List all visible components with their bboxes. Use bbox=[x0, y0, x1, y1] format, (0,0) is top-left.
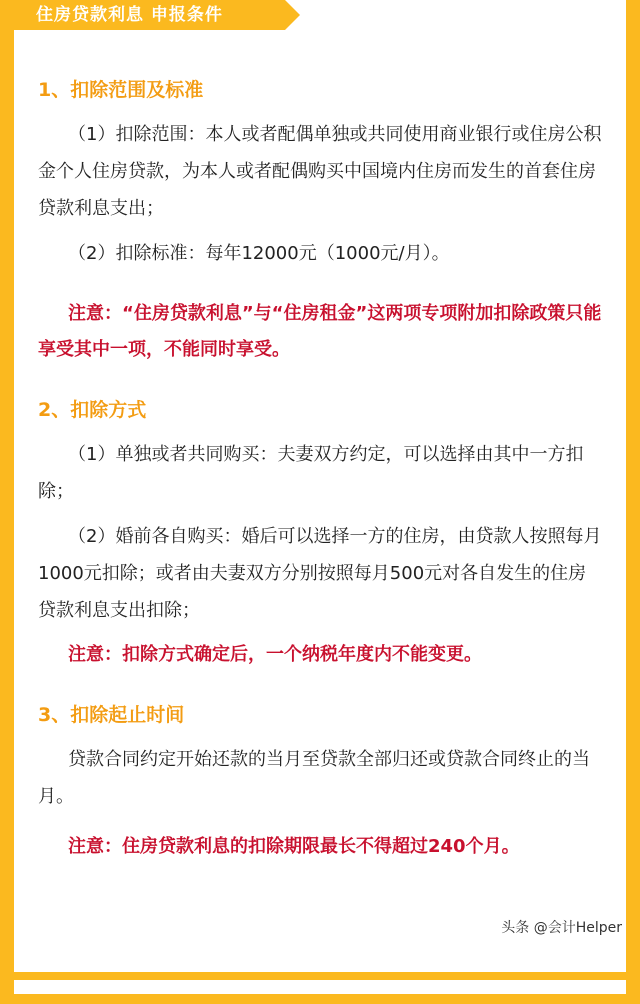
paragraph: 贷款合同约定开始还款的当月至贷款全部归还或贷款合同终止的当月。 bbox=[38, 749, 590, 807]
right-frame-border bbox=[626, 0, 640, 1004]
bottom-frame-border bbox=[0, 972, 640, 1004]
section-title: 1、扣除范围及标准 bbox=[38, 79, 204, 101]
paragraph: （2）婚前各自购买：婚后可以选择一方的住房，由贷款人按照每月1000元扣除；或者由夫妻双方分别按照每月500元对各自发生的住房贷款利息支出扣除； bbox=[38, 526, 602, 621]
note-text: 注意：扣除方式确定后，一个纳税年度内不能变更。 bbox=[68, 644, 482, 665]
article-content bbox=[38, 72, 602, 865]
paragraph: （1）扣除范围：本人或者配偶单独或共同使用商业银行或住房公积金个人住房贷款，为本人或者配偶购买中国境内住房而发生的首套住房贷款利息支出； bbox=[38, 124, 602, 219]
section-deduction-method bbox=[38, 392, 602, 673]
section-title: 3、扣除起止时间 bbox=[38, 704, 185, 726]
paragraph: （1）单独或者共同购买：夫妻双方约定，可以选择由其中一方扣除； bbox=[38, 444, 584, 502]
section-deduction-scope bbox=[38, 72, 602, 368]
note-text: 注意：住房贷款利息的扣除期限最长不得超过240个月。 bbox=[68, 836, 520, 857]
note-text: 注意：“住房贷款利息”与“住房租金”这两项专项附加扣除政策只能享受其中一项，不能同时享受。 bbox=[38, 303, 602, 360]
paragraph: （2）扣除标准：每年12000元（1000元/月）。 bbox=[68, 243, 450, 264]
page-title: 住房贷款利息 申报条件 bbox=[36, 5, 223, 25]
section-title: 2、扣除方式 bbox=[38, 399, 147, 421]
left-frame-border bbox=[0, 0, 14, 1004]
bottom-frame-gap bbox=[14, 980, 626, 994]
section-deduction-period bbox=[38, 697, 602, 865]
watermark: 头条 @会计Helper bbox=[501, 920, 622, 936]
